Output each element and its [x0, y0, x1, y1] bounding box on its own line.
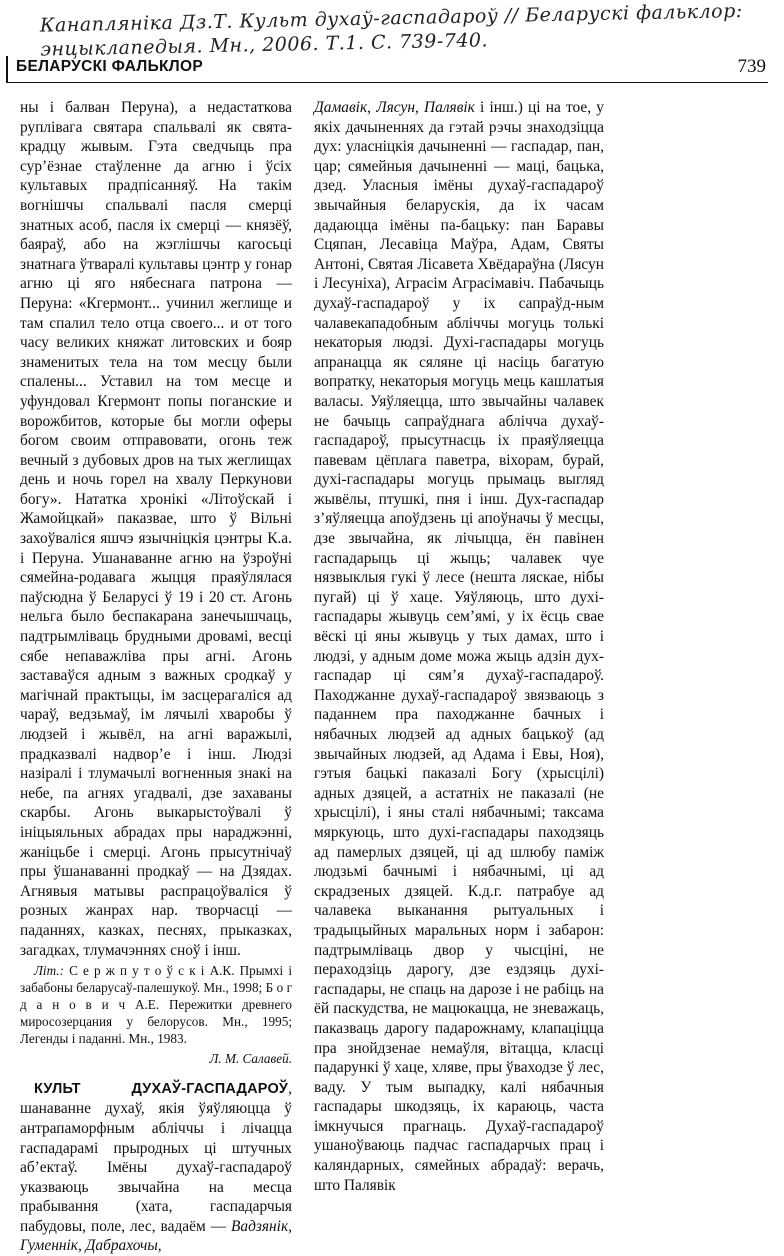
continued-text: і інш.) ці на тое, у якіх дачыненнях да гэтай рэчы знаходзіцца дух: уласніцкія дачыненні — гаспадар, пан, цар; сямейныя дачыненні — маці, бацька, дзед. Уласныя імёны духаў-гаспадароў звычайныя беларускія, да іх часам дадаюцца імёны па-бацьку: пан Баравы Сцяпан, Лесавіца Маўра, Адам, Святы Антоні, Святая Лісавета Хвёдараўна (Лясун і Лесуніха), Аграсім Аграсімавіч. Пабачыць духаў-гаспадароў у іх сапраўд-ным чалавекападобным абліччы могуць толькі некаторыя людзі. Духі-гаспадары могуць апранацца як сяляне ці насіць багатую вопратку, некаторыя могуць мець кашлатыя валасы. Уяўляецца, што звычайны чалавек не бачыць сапраўднага аблічча духаў-гаспадароў, прысутнасць іх праяўляецца павевам цёплага паветра, віхорам, бурай, духі-гаспадары могуць прымаць выгляд жывёлы, птушкі, пня і інш. Дух-гаспадар з’яўляецца апоўдзень ці апоўначы ў месцы, дзе звычайна, як лічыцца, ён павінен гаспадарыць ці жыць; чалавек чуе нязвыклыя гукі ў лесе (нешта ляскае, нібы пугай) ці ў хаце. Уяўляюць, што духі-гаспадары жывуць сем’ямі, у іх ёсць свае вёскі ці яны жывуць у тых дамах, што і людзі, у адным доме можа жыць адзін дух-гаспадар ці сям’я духаў-гаспадароў. Паходжанне духаў-гаспадароў звязваюць з паданнем пра паходжанне бачных і нябачных людзей ад адных бацькоў (ад звычайных людзей, ад Адама і Евы, Ноя), гэтыя бацькі паказалі Богу (хрысцілі) адных дзяцей, а астатніх не паказалі (не хрысцілі), і яны сталі нябачнымі; таксама мяркуюць, што духі-гаспадары паходзяць ад памерлых дзяцей, ці ад шлюбу паміж людзьмі бачнымі і нябачнымі, ці ад скрадзеных дзяцей. К.д.г. патрабуе ад чалавека выканання рытуальных і традыцыйных маральных норм і забарон: падтрымліваць двор у чысціні, не пераходзіць дарогу, дзе ездзяць духі-гаспадары, не спаць на дарозе і не рабіць на ёй паскудства, не мацюкацца, не зневажаць, паказваць дарогу падарожнаму, клапаціцца пра знойдзенае немаўля, вітацца, класці падарункі ў хаце, хляве, пры ўваходзе ў лес, ваду. У тым выпадку, калі нябачныя гаспадары шкодзяць, іх караюць, часта імкнучыся прагнаць. Духаў-гаспадароў ушаноўваюць падчас гаспадарчых прац і каляндарных, сямейных абрадаў: верачь, што Палявік: [314, 99, 605, 1194]
continued-paragraph: [314, 98, 604, 1195]
literature-label: Літ.:: [34, 963, 64, 979]
entry-italic-names: Вадзянік, Гуменнік, Дабрахочы,: [20, 1217, 292, 1255]
entry-heading: КУЛЬТ ДУХАЎ-ГАСПАДАРОЎ: [34, 1080, 289, 1097]
page-number: 739: [737, 56, 766, 77]
right-column: [314, 98, 604, 1195]
entry-text: , шанаванне духаў, якія ўяўляюцца ў антрапаморфным абліччы і лічацца гаспадарамі прыродных ці штучных аб’ектаў. Імёны духаў-гаспадароў указваюць звычайна на месца прабывання (хата, гаспадарчыя пабудовы, поле, лес, вадаём —: [20, 1079, 292, 1235]
article-author: Л. М. Салавей.: [209, 1051, 292, 1067]
header-rule-mark: [6, 56, 8, 82]
body-paragraph: ны і балван Перуна), а недастаткова руплівага святара спальвалі як свята-крадцу жывым. Гэта сведчыць пра сур’ёзнае стаўленне да агню і ўсіх культавых прадпісанняў. На такім вогнішчы спальвалі пасля смерці знатных асоб, пасля іх смерці — князёў, баяраў, або на жэглішчы кагосьці знатнага ўтваралі культавы цэнтр у гонар агню ці яго нябеснага патрона — Перуна: «Кгермонт... учинил жеглище и там спалил тело отца своего... и от того часу великих княжат литовских и бояр знаменитых тела на том месцу были спалены... Уставил на том месце и уфундовал Кгермонт попы поганские и ворожбитов, которые бы могли оферы богом своим отправовати, огонь теж вечный з дубовых дров на тых жеглищах день и ночь горел на хвалу Перкунови богу». Нататкa хронікі «Літоўскай і Жамойцкай» паказвае, што ў Вільні захоўваліся яшчэ язычніцкія цэнтры К.а. і Перуна. Ушанаванне агню на ўзроўні сямейна-родавага жыцця праяўлялася паўсюдна ў Беларусі ў 19 і 20 ст. Агонь нельга было беспакарана занечышчаць, падтрымліваць брудными дровамі, весці сябе непаважліва пры агні. Агонь заставаўся адным з важных сродкаў у магічнай практыцы, ім засцерагаліся ад чараў, ведзьмаў, ім лячылі хваробы ў людзей і жывёл, на агні варажылі, прадказвалі надвор’е і інш. Людзі назіралі і тлумачылі вогненныя знакі на небе, па агнях угадвалі, дзе захаваны скарбы. Агонь выкарыстоўвалі ў ініцыяльных абрадах пры нараджэнні, жаніцьбе і смерці. Агонь прысутнічаў пры ўшанаванні продкаў — на Дзядах. Агнявыя матывы распрацоўваліся ў розных жанрах нар. творчасці — паданнях, казках, песнях, прыказках, загадках, тлумачэннях сноў і інш.: [20, 99, 292, 959]
running-header: [6, 56, 768, 83]
entry-paragraph: [20, 1079, 292, 1256]
handwritten-citation: Канапляніка Дз.Т. Культ духаў-гаспадароў // Беларускі фальклор: энцыклапедыя. Мн., 2006. Т.1. С. 739-740.: [39, 0, 743, 61]
literature-references: [20, 962, 292, 1047]
running-title: БЕЛАРУСКІ ФАЛЬКЛОР: [16, 58, 203, 75]
italic-spirit-names: Дамавік, Лясун, Палявік: [314, 99, 475, 116]
left-column: [20, 98, 292, 1256]
literature-text: С е р ж п у т о ў с к і А.К. Прымхі і забабоны беларусаў-палешукоў. Мн., 1998; Б о г д а н о в и ч А.Е. Пережитки древнего миросозерцания у белорусов. Мн., 1995; Легенды і паданні. Мн., 1983.: [20, 963, 292, 1047]
